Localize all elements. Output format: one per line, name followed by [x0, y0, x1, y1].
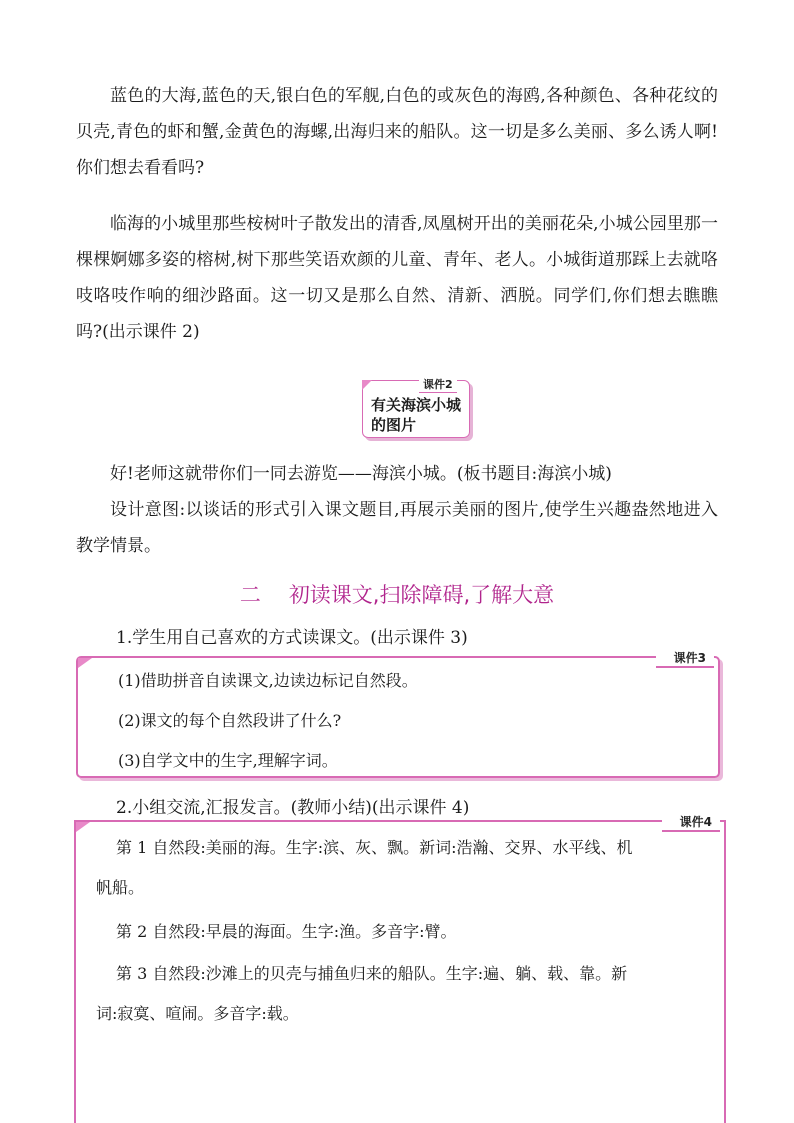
design-intent-paragraph: 设计意图:以谈话的形式引入课文题目,再展示美丽的图片,使学生兴趣盎然地进入教学情景。	[76, 500, 718, 556]
step-2-text: 2.小组交流,汇报发言。(教师小结)(出示课件 4)	[116, 798, 470, 818]
courseware-3-item-3: (3)自学文中的生字,理解字词。	[118, 751, 338, 770]
intro-paragraph-1: 蓝色的大海,蓝色的天,银白色的军舰,白色的或灰色的海鸥,各种颜色、各种花纹的贝壳,青色的虾和蟹,金黄色的海螺,出海归来的船队。这一切是多么美丽、多么诱人啊!你们想去看看吗?	[76, 86, 718, 178]
courseware-4-para-3-line-1: 第 3 自然段:沙滩上的贝壳与捕鱼归来的船队。生字:遍、躺、载、靠。新	[116, 964, 628, 983]
box-corner-decoration	[76, 822, 90, 832]
courseware-4-box	[74, 815, 726, 1123]
courseware-3-item-1: (1)借助拼音自读课文,边读边标记自然段。	[118, 671, 418, 690]
courseware-4-para-3-line-2: 词:寂寞、喧闹。多音字:载。	[96, 1004, 299, 1023]
transition-paragraph: 好!老师这就带你们一同去游览——海滨小城。(板书题目:海滨小城)	[110, 464, 612, 484]
section-heading	[0, 580, 794, 610]
courseware-2-card	[362, 380, 470, 438]
courseware-2-tab: 课件2	[419, 378, 457, 393]
courseware-4-para-2: 第 2 自然段:早晨的海面。生字:渔。多音字:臂。	[116, 922, 457, 941]
step-1-text: 1.学生用自己喜欢的方式读课文。(出示课件 3)	[116, 628, 468, 648]
courseware-4-para-1-line-2: 帆船。	[96, 878, 145, 897]
section-title: 初读课文,扫除障碍,了解大意	[288, 583, 555, 607]
courseware-4-tab: 课件4	[662, 814, 720, 832]
box-corner-decoration	[78, 658, 92, 668]
intro-paragraph-2: 临海的小城里那些桉树叶子散发出的清香,凤凰树开出的美丽花朵,小城公园里那一棵棵婀娜多姿的榕树,树下那些笑语欢颜的儿童、青年、老人。小城街道那踩上去就咯吱咯吱作响的细沙路面。这一切又是那么自然、清新、洒脱。同学们,你们想去瞧瞧吗?(出示课件 2)	[76, 214, 718, 342]
courseware-2-text: 有关海滨小城的图片	[371, 396, 462, 434]
courseware-3-tab: 课件3	[656, 650, 714, 668]
section-number: 二	[239, 583, 261, 607]
courseware-3-item-2: (2)课文的每个自然段讲了什么?	[118, 711, 342, 730]
card-corner-decoration	[362, 380, 372, 390]
courseware-4-para-1-line-1: 第 1 自然段:美丽的海。生字:滨、灰、飘。新词:浩瀚、交界、水平线、机	[116, 838, 633, 857]
courseware-3-box	[76, 651, 720, 778]
